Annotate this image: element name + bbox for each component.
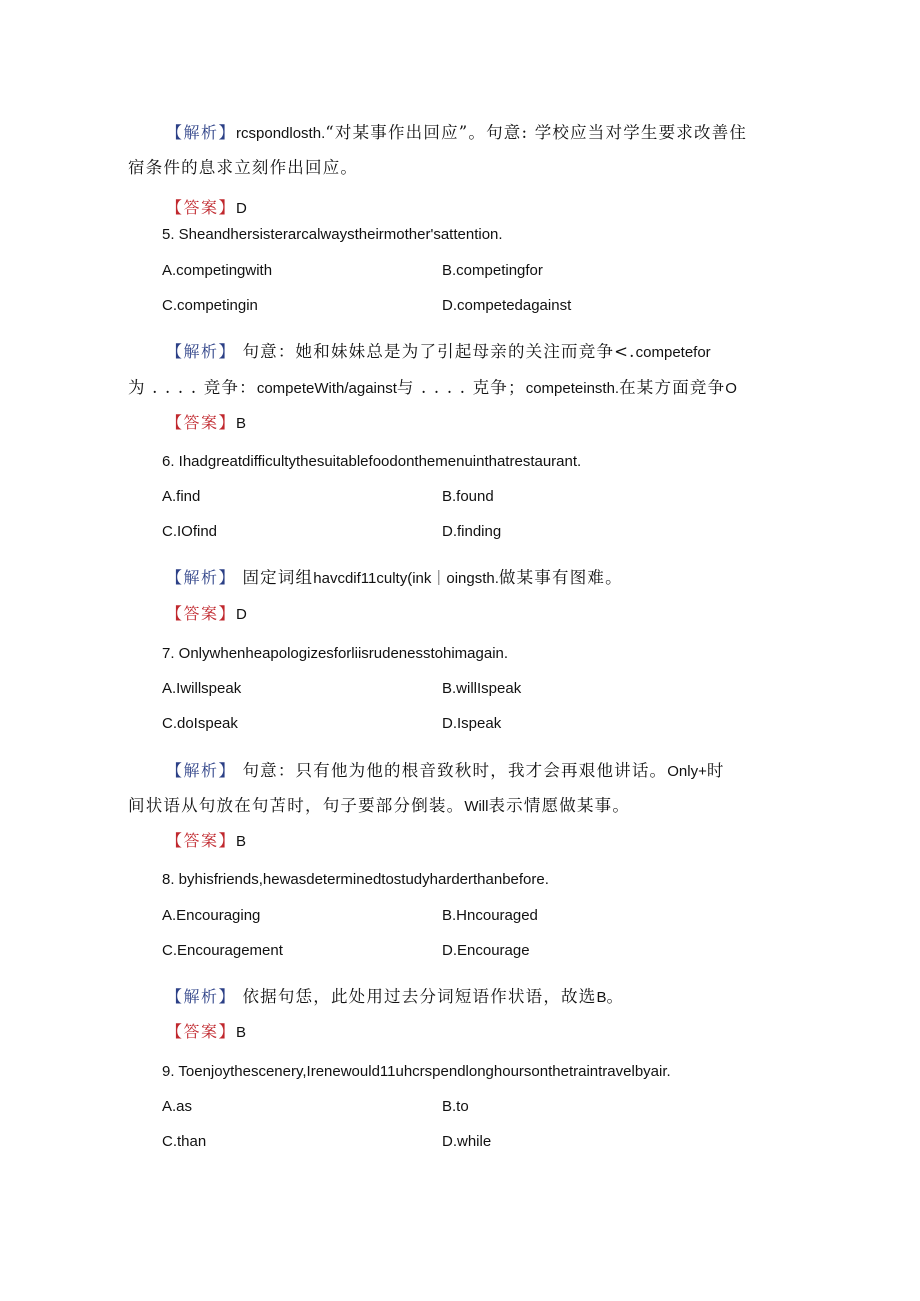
q8-option-c: C.Encouragement (162, 942, 283, 959)
q9-option-c: C.than (162, 1133, 207, 1150)
q7-answer-value: B (236, 833, 247, 850)
answer-tag: 【答案】 (166, 413, 237, 432)
q7-option-a: A.Iwillspeak (162, 680, 242, 697)
q5-analysis-seg-f: O (725, 380, 737, 397)
q6-option-d: D.finding (442, 523, 502, 540)
answer-tag: 【答案】 (166, 1022, 237, 1041)
q6-analysis-en: havcdif11culty(ink｜oingsth. (313, 570, 499, 587)
q5-analysis-zh: 句意：她和妹妹总是为了引起母亲的关注而竞争<. (236, 342, 636, 361)
q5-option-a: A.competingwith (162, 262, 273, 279)
q4-analysis-line-2: 宿条件的息求立刻作出回应。 (128, 158, 359, 177)
q7-analysis-l2-zh-2: 表示情愿做某事。 (488, 796, 631, 815)
answer-tag: 【答案】 (166, 604, 237, 623)
answer-tag: 【答案】 (166, 831, 237, 850)
q6-analysis-zh-1: 固定词组 (236, 568, 314, 587)
q8-analysis (166, 989, 624, 1006)
q8-stem: 8. byhisfriends,hewasdeterminedtostudyharderthanbefore. (162, 871, 549, 888)
q4-analysis-zh: “对某事作出回应”。句意: 学校应当对学生要求改善住 (325, 123, 748, 142)
q5-answer (166, 415, 246, 432)
q5-analysis-seg-c: 与 . . . . 克争； (396, 378, 526, 397)
q6-answer-value: D (236, 606, 247, 623)
q7-analysis-l2-zh: 间状语从句放在句苫时，句子要部分倒装。 (128, 796, 465, 815)
analysis-tag: 【解析】 (166, 342, 237, 361)
q8-analysis-zh: 依据句恁，此处用过去分词短语作状语，故选 (236, 987, 597, 1006)
q6-stem: 6. Ihadgreatdifficultythesuitablefoodonthemenuinthatrestaurant. (162, 453, 582, 470)
q5-analysis-seg-b: competeWith/against (256, 380, 397, 397)
analysis-tag: 【解析】 (166, 761, 237, 780)
q8-analysis-zh-2: 。 (606, 987, 625, 1006)
q7-analysis-line-2 (128, 798, 630, 815)
q9-option-d: D.while (442, 1133, 492, 1150)
q6-option-a: A.find (162, 488, 201, 505)
q6-option-c: C.IOfind (162, 523, 218, 540)
q4-answer (166, 200, 247, 217)
q9-option-a: A.as (162, 1098, 193, 1115)
q5-analysis-seg-a: 为 . . . . 竞争： (128, 378, 257, 397)
q7-option-b: B.willIspeak (442, 680, 522, 697)
q7-analysis-l2-en: Will (464, 798, 489, 815)
q5-analysis-en: competefor (635, 344, 711, 361)
q7-analysis-line-1 (166, 763, 725, 780)
q4-answer-value: D (236, 200, 247, 217)
q6-analysis (166, 570, 623, 587)
q8-answer (166, 1024, 246, 1041)
q4-analysis-en: rcspondlosth. (236, 125, 326, 142)
q8-analysis-en: B (596, 989, 607, 1006)
q5-option-d: D.competedagainst (442, 297, 572, 314)
answer-tag: 【答案】 (166, 198, 237, 217)
q7-option-c: C.doIspeak (162, 715, 238, 732)
q5-option-c: C.competingin (162, 297, 258, 314)
q5-analysis-seg-e: 在某方面竞争 (619, 378, 726, 397)
q9-option-b: B.to (442, 1098, 469, 1115)
q6-analysis-zh-2: 做某事有图难。 (498, 568, 623, 587)
q7-analysis-zh: 句意：只有他为他的根音致秋时，我才会再艰他讲话。 (236, 761, 668, 780)
q5-stem: 5. Sheandhersisterarcalwaystheirmother'sattention. (162, 226, 503, 243)
q5-analysis-line-1 (166, 344, 711, 361)
q7-stem: 7. Onlywhenheapologizesforliisrudenesstohimagain. (162, 645, 509, 662)
q5-option-b: B.competingfor (442, 262, 543, 279)
analysis-tag: 【解析】 (166, 123, 237, 142)
q8-option-a: A.Encouraging (162, 907, 261, 924)
q8-answer-value: B (236, 1024, 247, 1041)
q6-answer (166, 606, 247, 623)
q4-analysis-line-1 (166, 125, 747, 142)
q5-analysis-seg-d: competeinsth. (525, 380, 620, 397)
analysis-tag: 【解析】 (166, 568, 237, 587)
q5-analysis-line-2 (128, 380, 737, 397)
q7-analysis-en: Only+ (667, 763, 707, 780)
analysis-tag: 【解析】 (166, 987, 237, 1006)
q7-analysis-zh-2: 时 (706, 761, 725, 780)
q6-option-b: B.found (442, 488, 494, 505)
q5-answer-value: B (236, 415, 247, 432)
q9-stem: 9. Toenjoythescenery,Irenewould11uhcrspendlonghoursonthetraintravelbyair. (162, 1063, 671, 1080)
q8-option-d: D.Encourage (442, 942, 530, 959)
q8-option-b: B.Hncouraged (442, 907, 538, 924)
q7-option-d: D.Ispeak (442, 715, 502, 732)
q7-answer (166, 833, 246, 850)
